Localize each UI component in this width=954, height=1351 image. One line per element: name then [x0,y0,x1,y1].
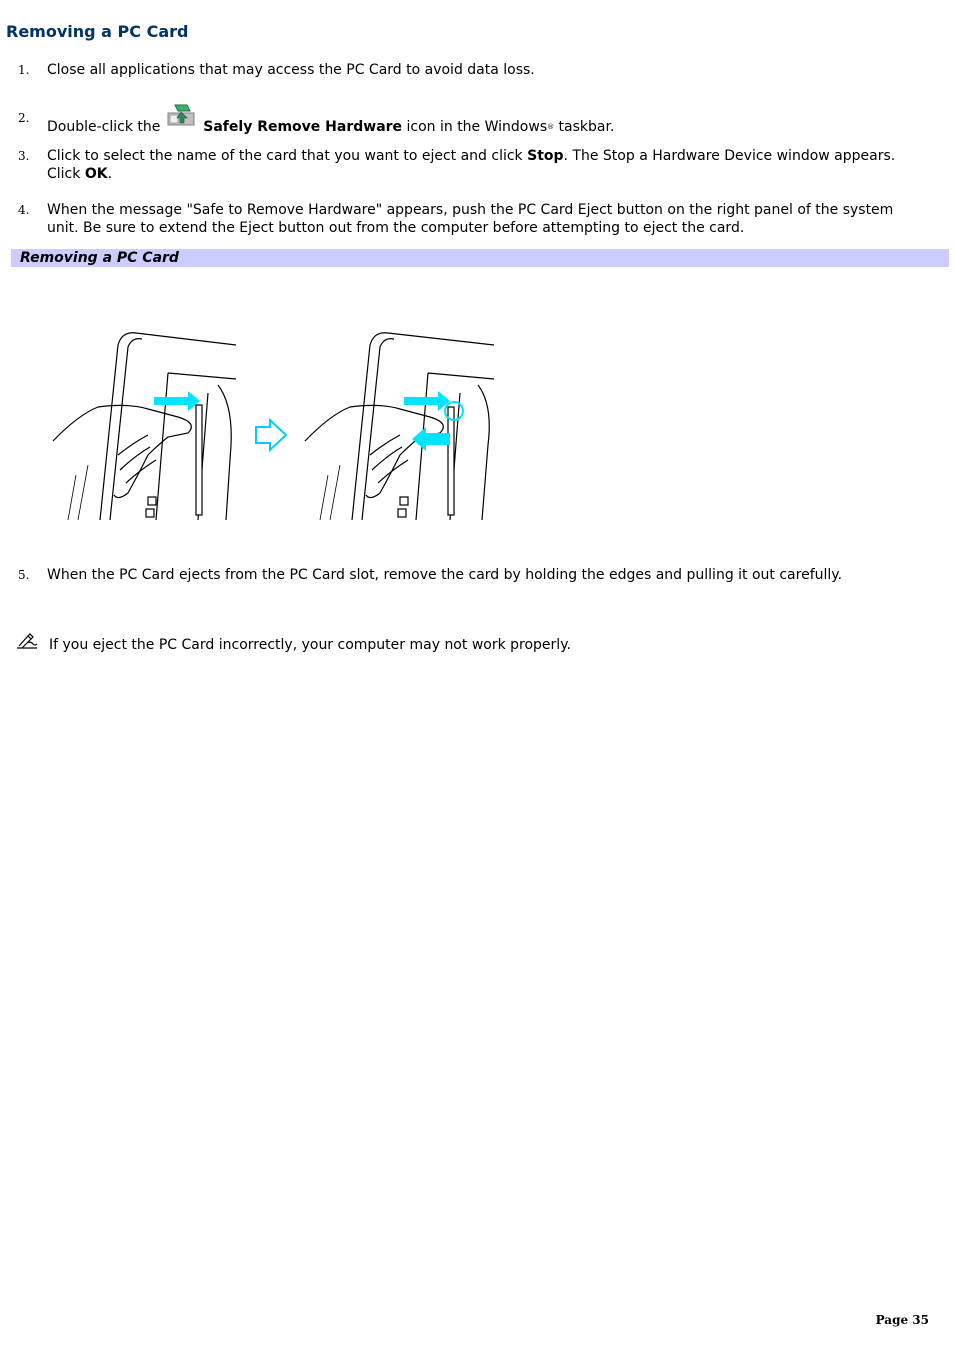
pc-card-eject-illustration [48,325,498,520]
page-title: Removing a PC Card [6,22,189,41]
step-text-pre: Click to select the name of the card that you want to eject and click [47,148,528,164]
eject-step-after-illustration [305,333,494,520]
step-number: 1. [18,63,30,77]
step-text-post: icon in the Windows [406,119,548,135]
step-text: When the message "Safe to Remove Hardware" appears, push the PC Card Eject button on the right panel of the system unit. Be sure to extend the Eject button out from the computer before attempting to eject the card. [47,202,894,236]
note-pencil-icon [15,633,39,651]
step-text [47,147,907,183]
step-text: Close all applications that may access the PC Card to avoid data loss. [47,62,535,78]
safely-remove-hardware-icon [167,103,195,127]
step-number: 2. [18,111,30,125]
registered-mark: ® [547,123,555,131]
ok-label: OK [84,166,108,182]
stop-label: Stop [527,148,564,164]
eject-step-before-illustration [53,333,236,520]
step-text-mid: . The Stop a Hardware Device window appears. Click [47,148,896,182]
step-text: When the PC Card ejects from the PC Card slot, remove the card by holding the edges and pulling it out carefully. [47,567,843,583]
page-number: Page 35 [875,1313,929,1327]
step-text-end: taskbar. [554,119,615,135]
figure-caption: Removing a PC Card [20,250,179,266]
step-text-end: . [107,166,113,182]
step-number: 4. [18,203,30,217]
safely-remove-hardware-label: Safely Remove Hardware [203,119,403,135]
note-text: If you eject the PC Card incorrectly, your computer may not work properly. [49,637,571,653]
step-text [47,109,907,136]
step-text-pre: Double-click the [47,119,161,135]
right-arrow-icon [256,420,286,450]
step-number: 5. [18,568,30,582]
step-number: 3. [18,149,30,163]
figure-caption-bar [11,249,949,267]
